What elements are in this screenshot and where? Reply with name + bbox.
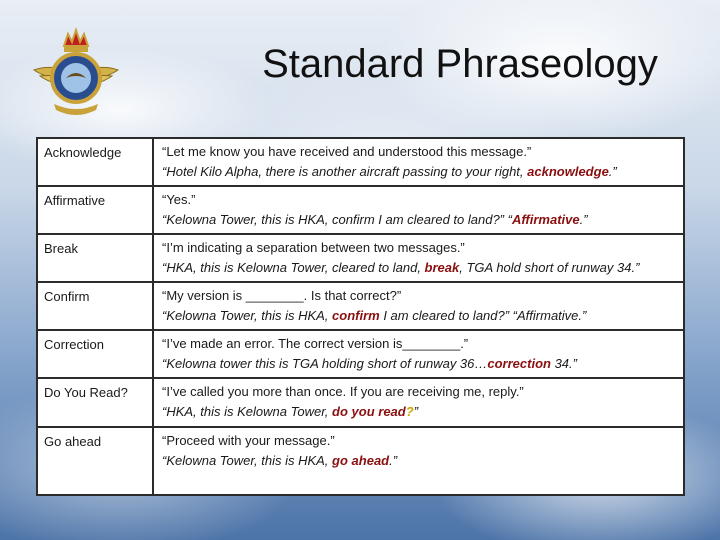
phrase-term: Correction [37, 330, 153, 378]
table-row [37, 427, 684, 495]
example-keyword: Affirmative [511, 212, 580, 227]
phrase-meaning: “My version is ________. Is that correct?” [162, 288, 402, 303]
example-text: .” [608, 164, 617, 179]
table-row [37, 234, 684, 282]
example-text: .” [389, 453, 398, 468]
example-keyword-mark: ? [405, 404, 414, 419]
phrase-term: Go ahead [37, 427, 153, 495]
phrase-definition [153, 330, 684, 378]
phrase-term: Confirm [37, 282, 153, 330]
phrase-example [162, 402, 677, 422]
phrase-term: Acknowledge [37, 138, 153, 186]
phrase-definition [153, 378, 684, 427]
slide-title: Standard Phraseology [262, 42, 658, 86]
phrase-example [162, 162, 677, 182]
table-row [37, 138, 684, 186]
example-text: I am cleared to land?” “Affirmative.” [379, 308, 587, 323]
phrase-meaning: “Proceed with your message.” [162, 433, 335, 448]
phrase-definition [153, 234, 684, 282]
phrase-meaning: “Yes.” [162, 192, 196, 207]
phrase-term: Affirmative [37, 186, 153, 234]
phrase-meaning: “I’ve called you more than once. If you are receiving me, reply.” [162, 384, 524, 399]
example-text: ” [413, 404, 419, 419]
example-text: “Kelowna Tower, this is HKA, [162, 308, 333, 323]
example-keyword: confirm [332, 308, 380, 323]
example-text: “Kelowna tower this is TGA holding short of runway 36… [162, 356, 488, 371]
phrase-definition [153, 138, 684, 186]
crest-logo [30, 20, 122, 120]
table-row [37, 186, 684, 234]
example-keyword: do you read [332, 404, 406, 419]
example-text: .” [579, 212, 588, 227]
example-text: “Kelowna Tower, this is HKA, confirm I am cleared to land?” “ [162, 212, 512, 227]
phrase-term: Do You Read? [37, 378, 153, 427]
example-keyword: go ahead [332, 453, 390, 468]
phrase-example [162, 258, 677, 278]
example-text: 34.” [550, 356, 577, 371]
phrase-example [162, 210, 677, 230]
example-text: “HKA, this is Kelowna Tower, [162, 404, 333, 419]
table-row [37, 282, 684, 330]
phrase-example [162, 306, 677, 326]
table-row [37, 330, 684, 378]
example-keyword: acknowledge [527, 164, 609, 179]
phrase-definition [153, 427, 684, 495]
example-text: “Hotel Kilo Alpha, there is another aircraft passing to your right, [162, 164, 528, 179]
example-text: “HKA, this is Kelowna Tower, cleared to land, [162, 260, 425, 275]
phraseology-table [36, 137, 685, 496]
phrase-term: Break [37, 234, 153, 282]
example-keyword: correction [487, 356, 551, 371]
phrase-meaning: “I’ve made an error. The correct version is________.” [162, 336, 469, 351]
phrase-meaning: “Let me know you have received and understood this message.” [162, 144, 532, 159]
phrase-definition [153, 186, 684, 234]
phrase-meaning: “I’m indicating a separation between two messages.” [162, 240, 465, 255]
phrase-definition [153, 282, 684, 330]
example-text: “Kelowna Tower, this is HKA, [162, 453, 333, 468]
phrase-example [162, 354, 677, 374]
example-keyword: break [424, 260, 460, 275]
phrase-example [162, 451, 677, 471]
table-row [37, 378, 684, 427]
example-text: , TGA hold short of runway 34.” [459, 260, 640, 275]
